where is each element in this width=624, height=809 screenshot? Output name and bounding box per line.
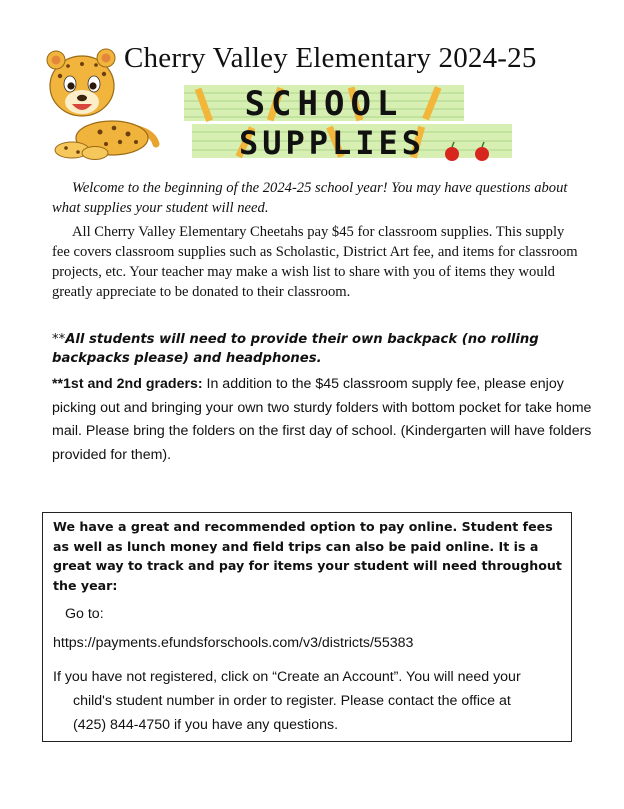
intro-paragraph: Welcome to the beginning of the 2024-25 school year! You may have questions about what supplies your student will need. xyxy=(52,180,568,216)
backpack-prefix: ** xyxy=(52,332,66,347)
backpack-note xyxy=(52,330,592,368)
register-instructions xyxy=(53,665,573,737)
graders-note xyxy=(52,373,597,467)
register-line-3: (425) 844-4750 if you have any questions. xyxy=(73,717,339,733)
payment-url-link[interactable]: https://payments.efundsforschools.com/v3/districts/55383 xyxy=(53,635,414,651)
logo-school-text: SCHOOL xyxy=(244,84,404,124)
supply-fee-paragraph: All Cherry Valley Elementary Cheetahs pay $45 for classroom supplies. This supply fee covers classroom supplies such as Scholastic, District Art fee, and items for classroom projects, etc. Your teacher may make a wish list to share with you of items they would greatly appreciate to be donated to their classroom. xyxy=(52,224,578,300)
register-line-1: If you have not registered, click on “Create an Account”. You will need your xyxy=(53,669,521,685)
graders-lead: **1st and 2nd graders: xyxy=(52,376,203,392)
backpack-text: All students will need to provide their own backpack (no rolling backpacks please) and headphones. xyxy=(52,332,539,366)
payment-heading: We have a great and recommended option to pay online. Student fees as well as lunch money and field trips can also be paid online. It is a great way to track and pay for items your student will need throughout the year: xyxy=(53,519,562,593)
school-supplies-logo xyxy=(182,84,520,162)
register-line-2: child's student number in order to register. Please contact the office at xyxy=(73,693,511,709)
logo-supplies-text: SUPPLIES xyxy=(238,124,426,162)
payment-box xyxy=(42,512,572,742)
graders-text: In addition to the $45 classroom supply fee, please enjoy picking out and bringing your own two sturdy folders with bottom pocket for take home mail. Please bring the folders on the first day of school. (Kindergarten will have folders provided for them). xyxy=(52,376,592,463)
go-to-label: Go to: xyxy=(65,606,104,622)
page-title: Cherry Valley Elementary 2024-25 xyxy=(124,42,537,74)
